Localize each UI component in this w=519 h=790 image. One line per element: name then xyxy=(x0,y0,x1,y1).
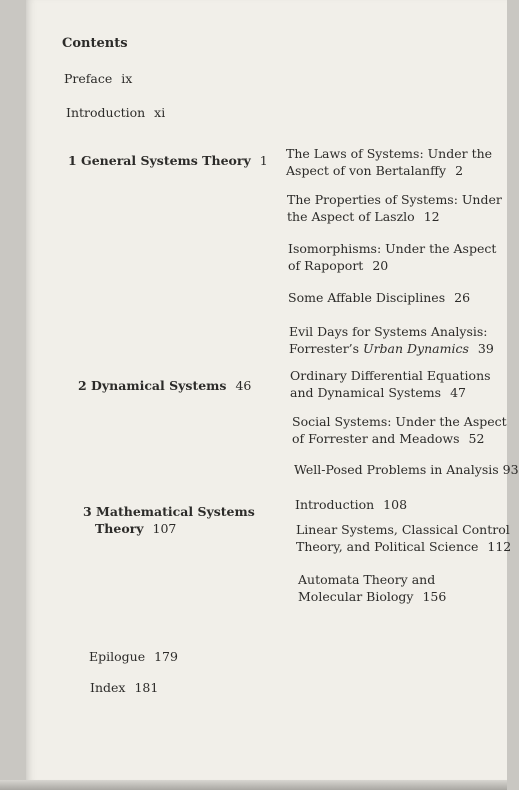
chapter-page: 46 xyxy=(235,378,252,393)
section-page: 93 xyxy=(502,462,519,477)
section-entry xyxy=(290,367,491,401)
section-line: Evil Days for Systems Analysis: xyxy=(289,324,488,339)
section-entry xyxy=(288,289,470,306)
chapter-title: 2 Dynamical Systems xyxy=(78,378,227,393)
toc-entry-epilogue xyxy=(89,648,178,665)
section-page: 26 xyxy=(454,290,471,305)
book-page xyxy=(26,0,519,782)
section-entry xyxy=(296,521,511,555)
section-page: 156 xyxy=(422,589,447,604)
entry-title: Epilogue xyxy=(89,649,146,664)
entry-page: ix xyxy=(121,71,133,86)
section-line: Some Affable Disciplines xyxy=(288,290,446,305)
chapter-3-entry xyxy=(83,503,255,537)
section-line: Linear Systems, Classical Control xyxy=(296,522,510,537)
contents-heading: Contents xyxy=(62,36,128,51)
section-line: the Aspect of Laszlo xyxy=(287,209,415,224)
entry-page: 181 xyxy=(134,680,159,695)
section-line: Automata Theory and xyxy=(298,572,436,587)
chapter-title: 1 General Systems Theory xyxy=(68,153,251,168)
section-page: 20 xyxy=(372,258,389,273)
section-page: 52 xyxy=(468,431,485,446)
toc-entry-index xyxy=(90,679,158,696)
section-line: Theory, and Political Science xyxy=(296,539,479,554)
entry-page: 179 xyxy=(154,649,178,664)
toc-entry-introduction xyxy=(66,104,165,121)
section-line: Introduction xyxy=(295,497,375,512)
entry-page: xi xyxy=(154,105,166,120)
section-line: Molecular Biology xyxy=(298,589,414,604)
section-page: 12 xyxy=(423,209,440,224)
section-line: Social Systems: Under the Aspect xyxy=(292,414,507,429)
section-page: 2 xyxy=(455,163,464,178)
section-line: Well-Posed Problems in Analysis xyxy=(294,462,499,477)
chapter-title: Theory xyxy=(95,521,144,536)
chapter-1-entry xyxy=(68,152,268,169)
section-line: The Laws of Systems: Under the xyxy=(286,146,493,161)
toc-entry-preface xyxy=(64,70,132,87)
section-entry xyxy=(292,413,507,447)
entry-title: Index xyxy=(90,680,126,695)
section-page: 108 xyxy=(383,497,408,512)
section-line: of Forrester and Meadows xyxy=(292,431,460,446)
section-line: Aspect of von Bertalanffy xyxy=(286,163,447,178)
section-line: Forrester’s xyxy=(289,341,360,356)
chapter-2-entry xyxy=(78,377,251,394)
entry-title: Preface xyxy=(64,71,113,86)
section-page: 47 xyxy=(450,385,466,400)
chapter-page: 1 xyxy=(259,153,268,168)
chapter-title: 3 Mathematical Systems xyxy=(83,504,255,519)
section-entry xyxy=(289,323,494,357)
italic-title: Urban Dynamics xyxy=(363,341,469,356)
section-line: of Rapoport xyxy=(288,258,364,273)
section-entry xyxy=(298,571,446,605)
chapter-page: 107 xyxy=(152,521,177,536)
section-line: Ordinary Differential Equations xyxy=(290,368,491,383)
section-entry xyxy=(295,496,407,513)
section-entry xyxy=(288,240,496,274)
section-line: and Dynamical Systems xyxy=(290,385,442,400)
section-line: Isomorphisms: Under the Aspect xyxy=(288,241,497,256)
section-entry xyxy=(287,191,502,225)
section-page: 112 xyxy=(487,539,512,554)
section-entry xyxy=(294,461,519,478)
section-line: The Properties of Systems: Under xyxy=(287,192,502,207)
section-page: 39 xyxy=(477,341,494,356)
section-entry xyxy=(286,145,492,179)
page-edge-shadow xyxy=(0,780,507,790)
entry-title: Introduction xyxy=(66,105,146,120)
